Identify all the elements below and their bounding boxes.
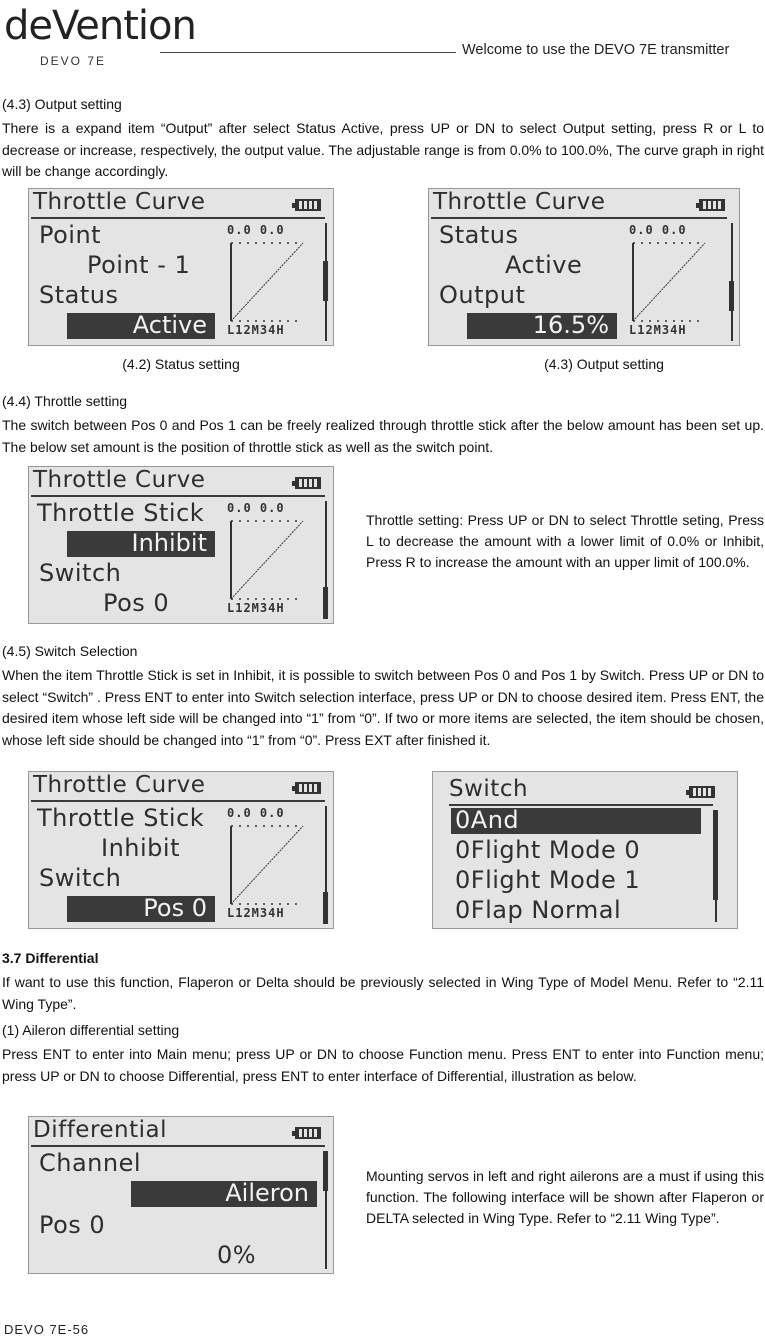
graph-top-label: 0.0 0.0 <box>227 806 285 820</box>
throttle-setting-text: The switch between Pos 0 and Pos 1 can be freely realized through throttle stick after the below amount has been set up. The below set amount is the position of throttle stick as well as the switch point. <box>2 417 764 455</box>
lcd-title-rule <box>31 800 325 802</box>
lcd-row: Pos 0 <box>39 1211 106 1239</box>
switch-selection-text: When the item Throttle Stick is set in Inhibit, it is possible to switch between Pos 0 and Pos 1 by Switch. Press UP or DN to select “Switch” . Press ENT to enter into Switch selection interface, press UP or DN to choose desired item. Press ENT, the desired item whose left side will be changed into “1” from “0”. If two or more items are selected, the item should be chosen, whose left side should be changed into “1” from “0”. Press EXT after finished it. <box>2 667 764 748</box>
switch-item: 0Flight Mode 1 <box>455 866 641 894</box>
lcd-title: Switch <box>449 776 529 802</box>
lcd-selected-row <box>67 896 215 922</box>
curve-graph <box>225 806 313 924</box>
lcd-title-rule <box>31 495 325 497</box>
lcd-status-setting <box>28 188 334 346</box>
lcd-title-rule <box>431 217 727 219</box>
heading-differential: 3.7 Differential <box>2 950 99 966</box>
lcd-value: 0% <box>217 1241 257 1269</box>
curve-graph <box>225 501 313 619</box>
switch-item: 0And <box>455 806 520 834</box>
lcd-selected-row <box>131 1181 317 1207</box>
graph-bottom-label: L12M34H <box>227 601 285 615</box>
caption-output-setting: (4.3) Output setting <box>544 356 664 372</box>
lcd-row: Channel <box>39 1149 142 1177</box>
switch-item: 0Flight Mode 0 <box>455 836 641 864</box>
graph-top-label: 0.0 0.0 <box>227 223 285 237</box>
lcd-title: Throttle Curve <box>33 189 206 215</box>
brand-model: DEVO 7E <box>40 54 107 68</box>
lcd-switch-selection <box>28 771 334 929</box>
lcd-selected-row <box>67 531 215 557</box>
lcd-title: Differential <box>33 1117 168 1143</box>
battery-icon <box>295 782 321 794</box>
lcd-selected-value: Inhibit <box>131 529 207 557</box>
lcd-row: Active <box>505 251 583 279</box>
differential-note: Mounting servos in left and right ailerons are a must if using this function. The following interface will be shown after Flaperon or DELTA selected in Wing Type. Refer to “2.11 Wing Type”. <box>366 1168 764 1226</box>
lcd-row: Status <box>39 281 119 309</box>
battery-icon <box>689 786 715 798</box>
lcd-row: Switch <box>39 559 122 587</box>
battery-icon <box>295 477 321 489</box>
lcd-selected-value: 16.5% <box>532 311 609 339</box>
lcd-row: Switch <box>39 864 122 892</box>
caption-status-setting: (4.2) Status setting <box>122 356 240 372</box>
lcd-switch-list <box>432 771 738 929</box>
lcd-row: Throttle Stick <box>37 499 205 527</box>
brand-logo: deVention <box>4 3 196 49</box>
lcd-throttle-setting <box>28 466 334 624</box>
output-setting-text: There is a expand item “Output” after select Status Active, press UP or DN to select Output setting, press R or L to decrease or increase, respectively, the output value. The adjustable range is from 0.0% to 100.0%, The curve graph in right will be change accordingly. <box>2 120 764 179</box>
lcd-row: Pos 0 <box>103 589 170 617</box>
lcd-output-setting <box>428 188 740 346</box>
lcd-row: Point - 1 <box>87 251 191 279</box>
graph-top-label: 0.0 0.0 <box>227 501 285 515</box>
lcd-row: Status <box>439 221 519 249</box>
battery-icon <box>295 1127 321 1139</box>
lcd-title: Throttle Curve <box>33 467 206 493</box>
scrollbar-thumb <box>323 1151 328 1191</box>
curve-graph <box>225 223 313 341</box>
graph-bottom-label: L12M34H <box>227 906 285 920</box>
lcd-row: Point <box>39 221 102 249</box>
lcd-row: Output <box>439 281 526 309</box>
lcd-title-rule <box>31 217 325 219</box>
scrollbar-thumb <box>323 261 328 301</box>
lcd-title: Throttle Curve <box>433 189 606 215</box>
heading-aileron-differential: (1) Aileron differential setting <box>2 1022 180 1038</box>
lcd-selected-row <box>467 313 617 339</box>
lcd-title-rule <box>31 1145 325 1147</box>
lcd-selected-row <box>67 313 215 339</box>
heading-throttle-setting: (4.4) Throttle setting <box>2 393 128 409</box>
header-welcome: Welcome to use the DEVO 7E transmitter <box>462 42 730 58</box>
differential-text: If want to use this function, Flaperon or Delta should be previously selected in Wing Type of Model Menu. Refer to “2.11 Wing Type”. <box>2 974 764 1012</box>
lcd-row: Throttle Stick <box>37 804 205 832</box>
scrollbar-thumb <box>323 587 328 619</box>
graph-bottom-label: L12M34H <box>629 323 687 337</box>
battery-icon <box>295 199 321 211</box>
scrollbar-thumb <box>323 892 328 924</box>
curve-graph <box>627 223 715 341</box>
lcd-title: Throttle Curve <box>33 772 206 798</box>
aileron-differential-text: Press ENT to enter into Main menu; press UP or DN to choose Function menu. Press ENT to enter into Function menu; press UP or DN to choose Differential, press ENT to enter interface of Differential, illustration as below. <box>2 1046 764 1084</box>
header-rule <box>160 52 456 53</box>
lcd-row: Inhibit <box>101 834 180 862</box>
lcd-selected-value: Aileron <box>225 1179 309 1207</box>
heading-output-setting: (4.3) Output setting <box>2 96 122 112</box>
scrollbar-thumb <box>713 810 718 900</box>
lcd-selected-value: Pos 0 <box>143 894 207 922</box>
graph-top-label: 0.0 0.0 <box>629 223 687 237</box>
scrollbar-thumb <box>729 281 734 311</box>
battery-icon <box>699 199 725 211</box>
throttle-setting-note: Throttle setting: Press UP or DN to select Throttle seting, Press L to decrease the amount with a lower limit of 0.0% or Inhibit, Press R to increase the amount with an upper limit of 100.0%. <box>366 512 764 570</box>
graph-bottom-label: L12M34H <box>227 323 285 337</box>
switch-item: 0Flap Normal <box>455 896 622 924</box>
lcd-selected-value: Active <box>132 311 207 339</box>
page-footer: DEVO 7E-56 <box>4 1322 90 1337</box>
lcd-differential <box>28 1116 334 1274</box>
heading-switch-selection: (4.5) Switch Selection <box>2 643 138 659</box>
